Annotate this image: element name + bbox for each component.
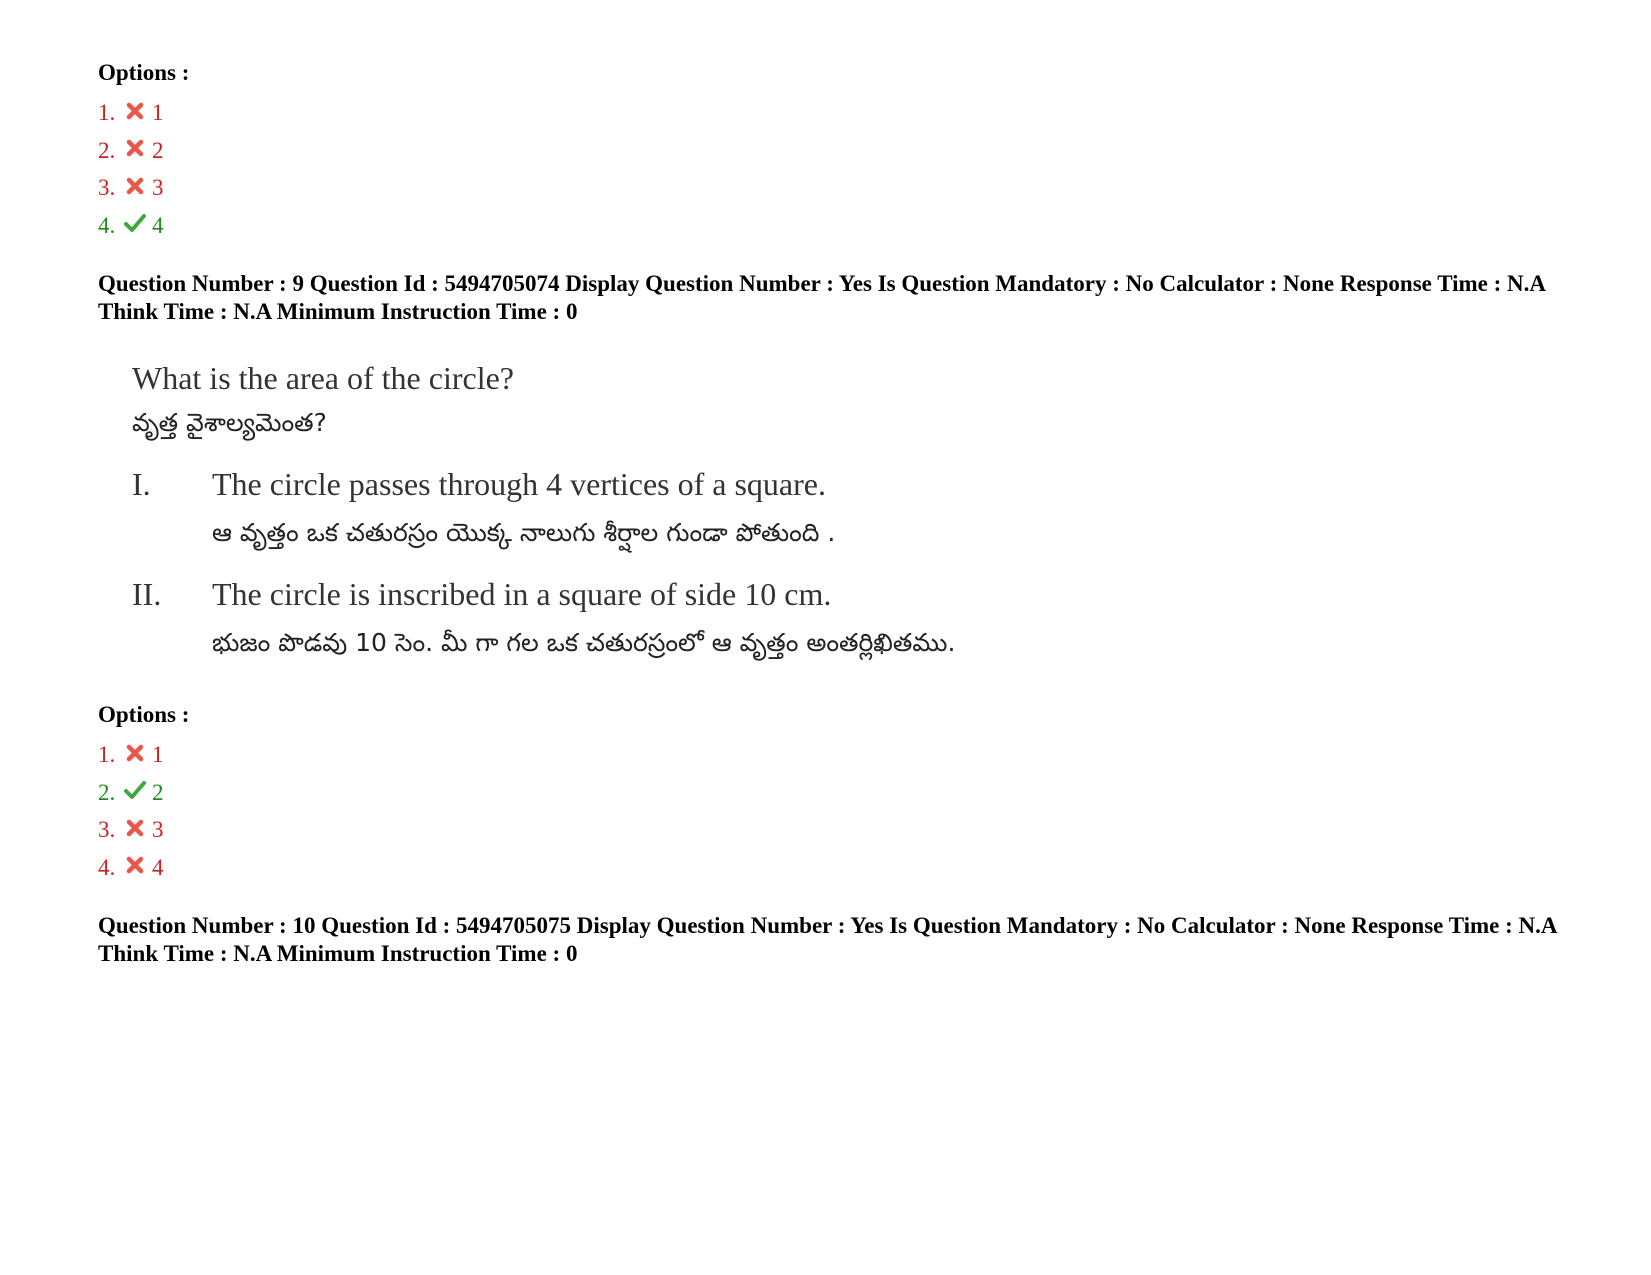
cross-icon — [124, 96, 146, 118]
options-label: Options : — [98, 60, 190, 85]
statement-text-en: The circle is inscribed in a square of side 10 cm. — [212, 576, 832, 612]
check-icon — [124, 208, 146, 230]
option-value: 2 — [152, 137, 164, 163]
option-number: 3. — [98, 817, 116, 842]
statement-text-te: భుజం పొడవు 10 సెం. మీ గా గల ఒక చతురస్రంలో ఆ వృత్తం అంతర్లిఖితము. — [212, 628, 956, 657]
check-icon — [124, 775, 146, 797]
option-number: 2. — [98, 779, 116, 805]
options-list — [98, 94, 1598, 244]
option-value: 2 — [152, 779, 164, 805]
option-number: 2. — [98, 137, 116, 163]
option-value: 4 — [152, 212, 164, 238]
question-meta: Question Number : 10 Question Id : 5494705075 Display Question Number : Yes Is Question Mandatory : No Calculator : None Response Time : N.A Think Time : N.A Minimum Instruction Time : 0 — [98, 913, 1557, 966]
option-item — [98, 132, 1598, 170]
statement-1 — [132, 464, 1598, 550]
question-10 — [98, 912, 1598, 968]
option-item — [98, 736, 1598, 774]
options-block-top — [98, 58, 1598, 244]
option-number: 4. — [98, 854, 116, 880]
option-value: 1 — [152, 100, 164, 125]
statement-text-te: ఆ వృత్తం ఒక చతురస్రం యొక్క నాలుగు శీర్షాల గుండా పోతుంది . — [212, 518, 836, 547]
question-text-en: What is the area of the circle? — [132, 360, 514, 396]
option-item — [98, 169, 1598, 207]
statement-numeral: I. — [132, 466, 151, 502]
option-value: 3 — [152, 175, 164, 200]
option-item — [98, 94, 1598, 132]
cross-icon — [124, 133, 146, 155]
cross-icon — [124, 171, 146, 193]
option-item — [98, 774, 1598, 812]
question-meta: Question Number : 9 Question Id : 5494705074 Display Question Number : Yes Is Question Mandatory : No Calculator : None Response Time : N.A Think Time : N.A Minimum Instruction Time : 0 — [98, 271, 1545, 324]
options-label: Options : — [98, 702, 190, 727]
statement-numeral: II. — [132, 576, 162, 612]
statement-2 — [132, 574, 1598, 660]
option-number: 3. — [98, 175, 116, 200]
question-text-te: వృత్త వైశాల్యమెంత? — [132, 408, 327, 437]
option-item — [98, 811, 1598, 849]
options-block-q9 — [98, 700, 1598, 886]
option-number: 1. — [98, 742, 116, 767]
statement-text-en: The circle passes through 4 vertices of a square. — [212, 466, 826, 502]
option-item — [98, 849, 1598, 887]
cross-icon — [124, 813, 146, 835]
option-item — [98, 207, 1598, 245]
options-list — [98, 736, 1598, 886]
question-content — [132, 358, 1598, 660]
option-value: 3 — [152, 817, 164, 842]
option-value: 1 — [152, 742, 164, 767]
cross-icon — [124, 738, 146, 760]
document-page — [98, 58, 1598, 968]
option-number: 1. — [98, 100, 116, 125]
option-number: 4. — [98, 212, 116, 238]
option-value: 4 — [152, 854, 164, 880]
question-9 — [98, 270, 1598, 886]
cross-icon — [124, 850, 146, 872]
